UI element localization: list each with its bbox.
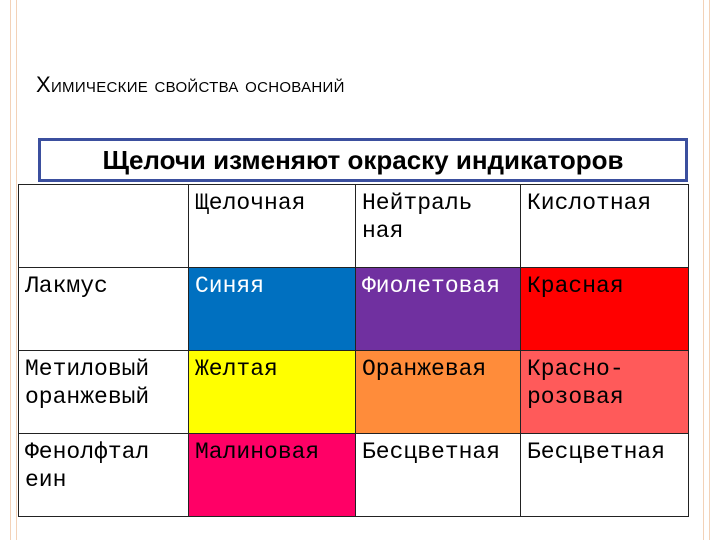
header-cell-alkaline: Щелочная xyxy=(189,185,356,268)
color-cell: Оранжевая xyxy=(356,351,521,434)
subtitle-box xyxy=(38,138,688,182)
table-header-row xyxy=(19,185,689,268)
indicator-name: Метиловый оранжевый xyxy=(19,351,189,434)
indicator-table xyxy=(18,184,689,517)
subtitle-text: Щелочи изменяют окраску индикаторов xyxy=(102,144,624,175)
color-cell: Фиолетовая xyxy=(356,268,521,351)
header-cell-neutral: Нейтраль ная xyxy=(356,185,521,268)
color-cell: Малиновая xyxy=(189,434,356,517)
indicator-name: Фенолфтал еин xyxy=(19,434,189,517)
color-cell: Красная xyxy=(521,268,689,351)
indicator-name: Лакмус xyxy=(19,268,189,351)
table-row xyxy=(19,268,689,351)
header-cell-acidic: Кислотная xyxy=(521,185,689,268)
table-row xyxy=(19,351,689,434)
color-cell: Красно-розовая xyxy=(521,351,689,434)
page-title: Химические свойства оснований xyxy=(36,72,345,97)
color-cell: Бесцветная xyxy=(521,434,689,517)
table-row xyxy=(19,434,689,517)
color-cell: Желтая xyxy=(189,351,356,434)
color-cell: Синяя xyxy=(189,268,356,351)
header-cell-empty xyxy=(19,185,189,268)
color-cell: Бесцветная xyxy=(356,434,521,517)
